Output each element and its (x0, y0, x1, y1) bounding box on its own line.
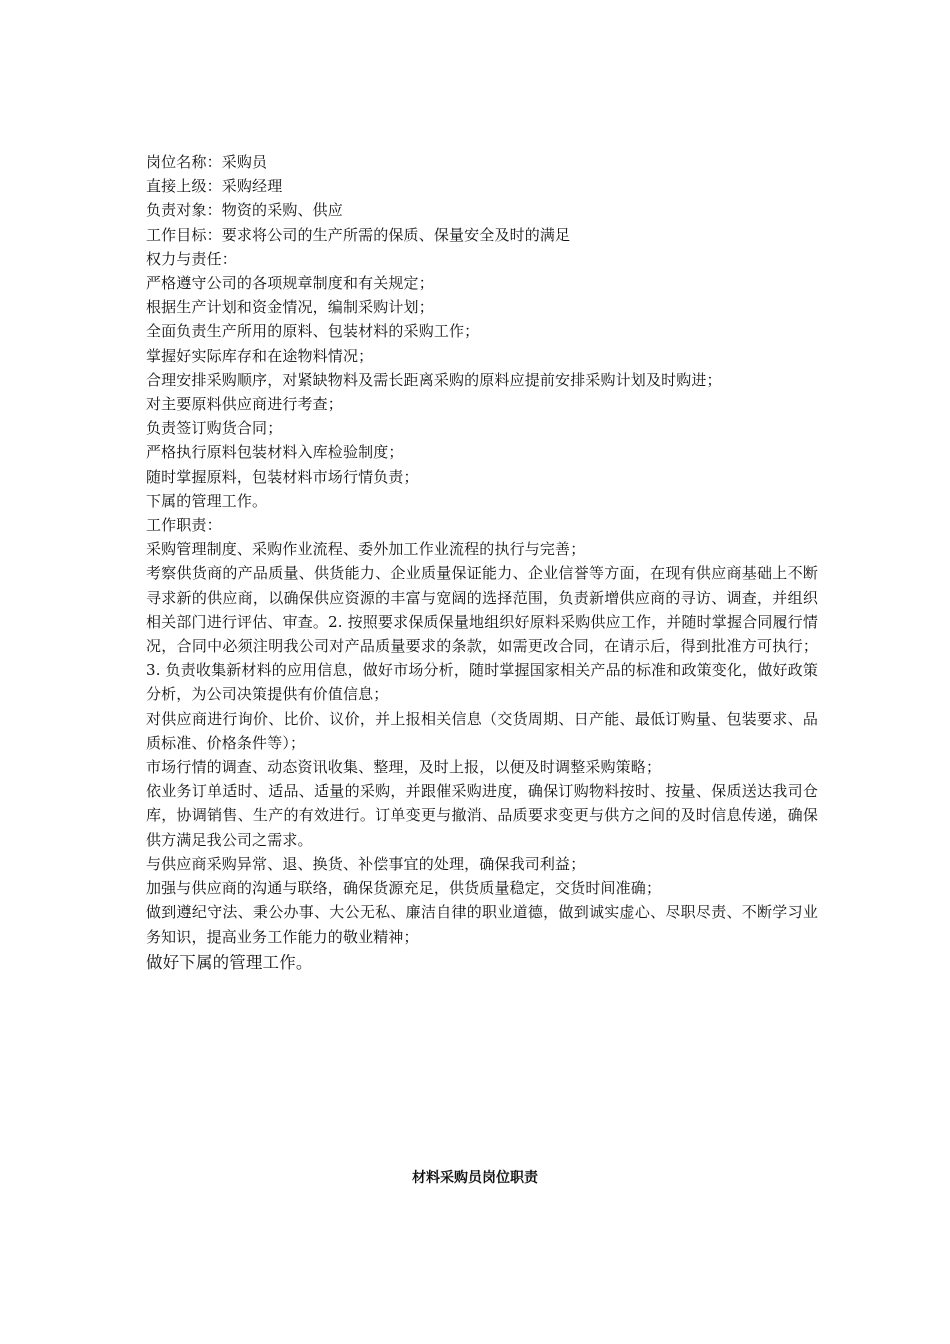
document-body (146, 150, 818, 976)
authority-item: 严格执行原料包装材料入库检验制度； (146, 443, 404, 462)
authority-item: 负责签订购货合同； (146, 419, 283, 438)
line-work-goal: 工作目标：要求将公司的生产所需的保质、保量安全及时的满足 (146, 225, 571, 244)
authority-item: 根据生产计划和资金情况，编制采购计划； (146, 298, 434, 317)
duty-paragraph: 市场行情的调查、动态资讯收集、整理，及时上报，以便及时调整采购策略； (146, 758, 662, 777)
authority-item: 全面负责生产所用的原料、包装材料的采购工作； (146, 322, 480, 341)
duty-paragraph: 对供应商进行询价、比价、议价，并上报相关信息（交货周期、日产能、最低订购量、包装要求、品质标准、价格条件等）； (146, 709, 818, 752)
duty-paragraph: 加强与供应商的沟通与联络，确保货源充足，供货质量稳定，交货时间准确； (146, 879, 662, 898)
section-heading-duties: 工作职责： (146, 516, 222, 535)
closing-line: 做好下属的管理工作。 (146, 952, 313, 972)
authority-item: 下属的管理工作。 (146, 491, 268, 510)
duty-paragraph: 考察供货商的产品质量、供货能力、企业质量保证能力、企业信誉等方面，在现有供应商基础上不断寻求新的供应商，以确保供应资源的丰富与宽阔的选择范围，负责新增供应商的寻访、调查，并组织相关部门进行评估、审查。2. 按照要求保质保量地组织好原料采购供应工作，并随时掌握合同履行情况，合同中必须注明我公司对产品质量要求的条款，如需更改合同，在请示后，得到批准方可执行；3. 负责收集新材料的应用信息，做好市场分析，随时掌握国家相关产品的标准和政策变化，做好政策分析，为公司决策提供有价值信息； (146, 564, 818, 704)
authority-item: 随时掌握原料，包装材料市场行情负责； (146, 467, 419, 486)
line-supervisor: 直接上级：采购经理 (146, 177, 283, 196)
duty-paragraph: 与供应商采购异常、退、换货、补偿事宜的处理，确保我司利益； (146, 854, 586, 873)
line-job-title: 岗位名称：采购员 (146, 153, 268, 171)
duty-item: 采购管理制度、采购作业流程、委外加工作业流程的执行与完善； (146, 540, 586, 559)
authority-item: 对主要原料供应商进行考查； (146, 395, 343, 414)
duty-paragraph: 依业务订单适时、适品、适量的采购，并跟催采购进度，确保订购物料按时、按量、保质送达我司仓库，协调销售、生产的有效进行。订单变更与撤消、品质要求变更与供方之间的及时信息传递，确保供方满足我公司之需求。 (146, 782, 818, 849)
authority-item: 严格遵守公司的各项规章制度和有关规定； (146, 274, 434, 293)
authority-item: 合理安排采购顺序，对紧缺物料及需长距离采购的原料应提前安排采购计划及时购进； (146, 370, 722, 389)
section-heading-authority: 权力与责任： (146, 249, 237, 268)
footer-title: 材料采购员岗位职责 (412, 1170, 538, 1186)
line-responsible-object: 负责对象：物资的采购、供应 (146, 201, 343, 220)
authority-item: 掌握好实际库存和在途物料情况； (146, 346, 374, 365)
duty-paragraph: 做到遵纪守法、秉公办事、大公无私、廉洁自律的职业道德，做到诚实虚心、尽职尽责、不断学习业务知识，提高业务工作能力的敬业精神； (146, 903, 818, 946)
